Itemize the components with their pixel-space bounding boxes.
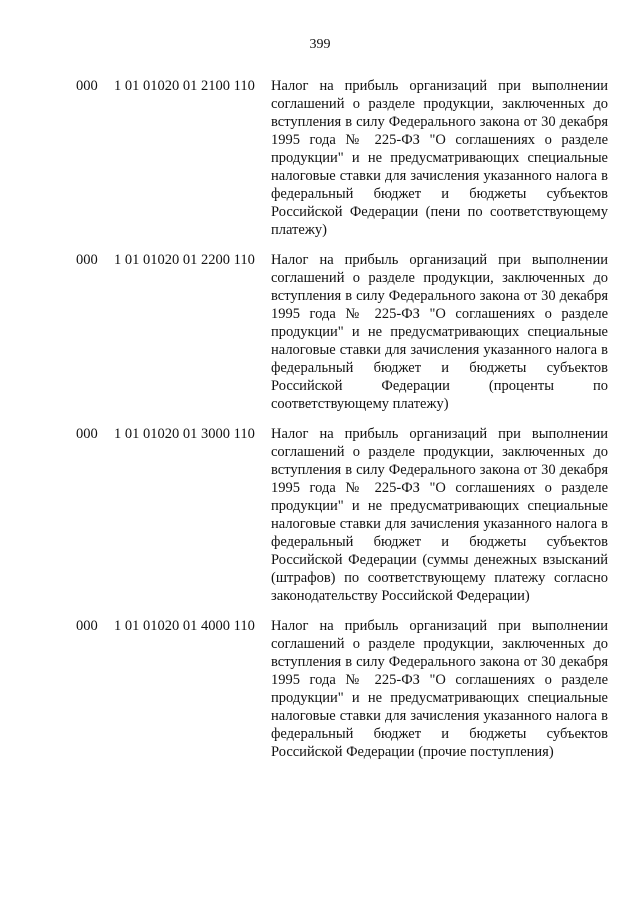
admin-code: 000 [76, 252, 98, 268]
income-description: Налог на прибыль организаций при выполнении соглашений о разделе продукции, заключенных до вступления в силу Федерального закона от 30 декабря 1995 года № 225-ФЗ "О соглашениях о разделе продукции" и не предусматривающих специальные налоговые ставки для зачисления указанного налога в федеральный бюджет и бюджеты субъектов Российской Федерации (суммы денежных взысканий (штрафов) по соответствующему платежу согласно законодательству Российской Федерации) [271, 426, 608, 604]
admin-code: 000 [76, 426, 98, 442]
table-row [0, 425, 640, 605]
kbk-code: 1 01 01020 01 3000 110 [114, 426, 255, 442]
admin-code: 000 [76, 78, 98, 94]
table-row [0, 617, 640, 761]
page-number: 399 [309, 37, 331, 52]
income-description: Налог на прибыль организаций при выполнении соглашений о разделе продукции, заключенных до вступления в силу Федерального закона от 30 декабря 1995 года № 225-ФЗ "О соглашениях о разделе продукции" и не предусматривающих специальные налоговые ставки для зачисления указанного налога в федеральный бюджет и бюджеты субъектов Российской Федерации (прочие поступления) [271, 618, 608, 760]
admin-code: 000 [76, 618, 98, 634]
table-row [0, 77, 640, 239]
kbk-code: 1 01 01020 01 4000 110 [114, 618, 255, 634]
kbk-code: 1 01 01020 01 2200 110 [114, 252, 255, 268]
income-description: Налог на прибыль организаций при выполнении соглашений о разделе продукции, заключенных до вступления в силу Федерального закона от 30 декабря 1995 года № 225-ФЗ "О соглашениях о разделе продукции" и не предусматривающих специальные налоговые ставки для зачисления указанного налога в федеральный бюджет и бюджеты субъектов Российской Федерации (проценты по соответствующему платежу) [271, 252, 608, 412]
kbk-code: 1 01 01020 01 2100 110 [114, 78, 255, 94]
table-row [0, 251, 640, 413]
income-description: Налог на прибыль организаций при выполнении соглашений о разделе продукции, заключенных до вступления в силу Федерального закона от 30 декабря 1995 года № 225-ФЗ "О соглашениях о разделе продукции" и не предусматривающих специальные налоговые ставки для зачисления указанного налога в федеральный бюджет и бюджеты субъектов Российской Федерации (пени по соответствующему платежу) [271, 78, 608, 238]
budget-code-table [0, 77, 640, 773]
